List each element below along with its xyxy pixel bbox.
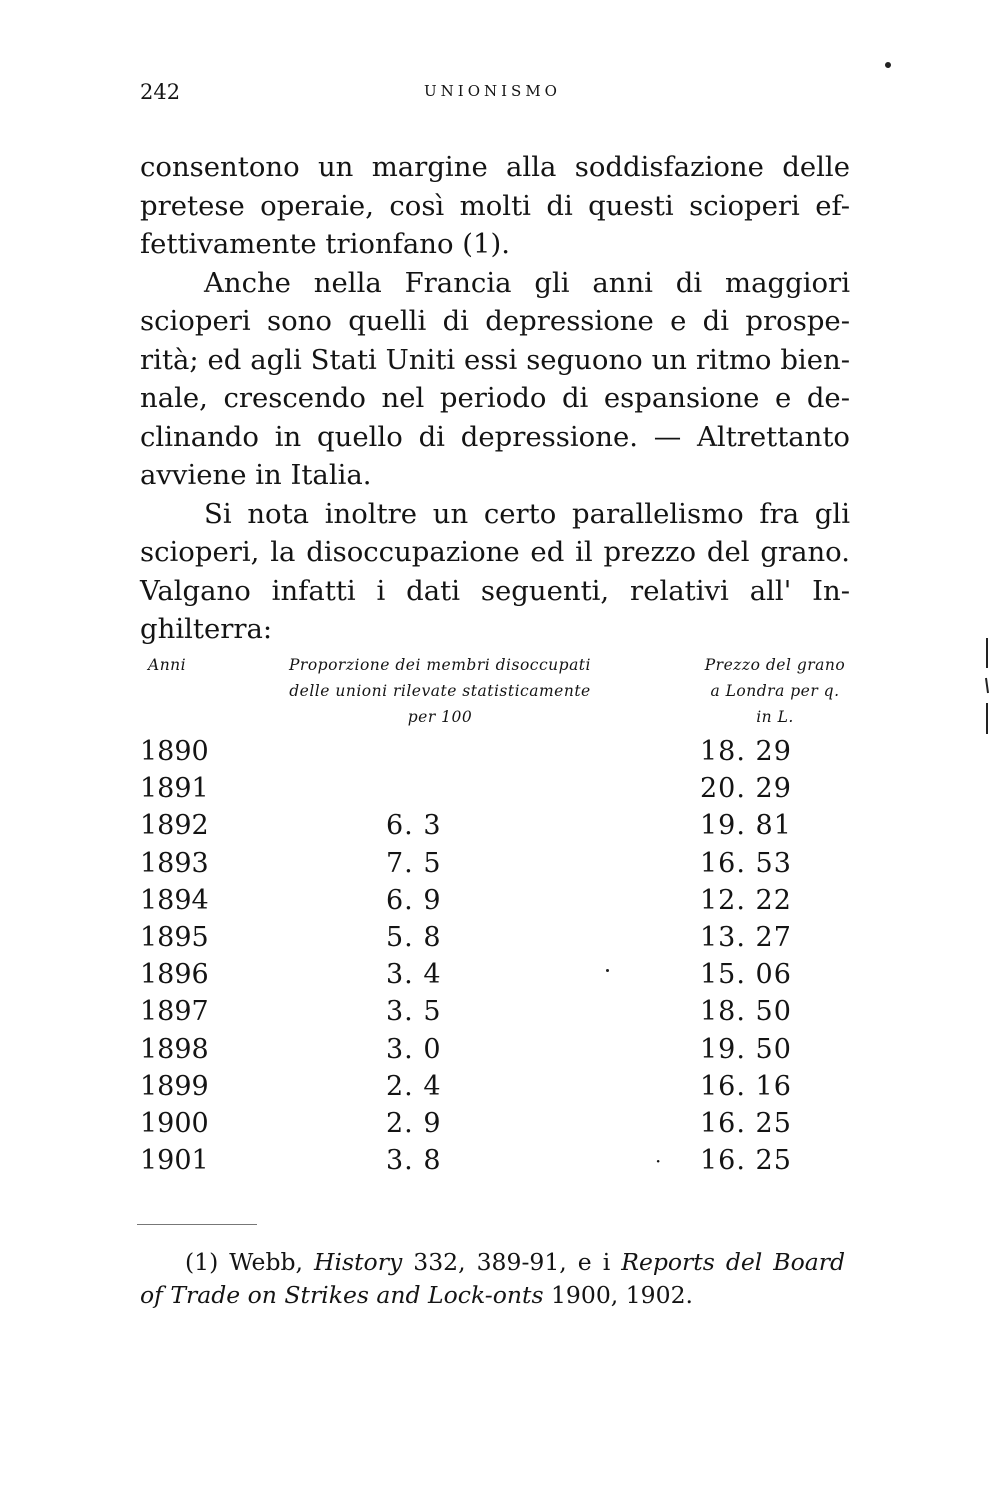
price-cell: 20. 29 <box>700 773 792 805</box>
column-header-prezzo <box>680 652 870 730</box>
text-line: scioperi sono quelli di depressione e di prospe- <box>140 305 850 337</box>
text-line: clinando in quello di depressione. — Altrettanto <box>140 420 850 453</box>
table-row <box>0 770 1000 807</box>
price-cell: 19. 50 <box>700 1033 792 1065</box>
proportion-cell: 6. 9 <box>386 884 442 916</box>
footnote-years: 1900, 1902. <box>543 1281 694 1309</box>
header-line: per 100 <box>407 708 473 726</box>
year-cell: 1891 <box>140 773 209 805</box>
table-row <box>0 733 1000 770</box>
text-line: avviene in Italia. <box>140 459 372 491</box>
table-row <box>0 882 1000 919</box>
price-cell: 16. 25 <box>700 1107 792 1139</box>
table-row <box>0 919 1000 956</box>
proportion-cell: 3. 0 <box>386 1033 442 1065</box>
year-cell: 1896 <box>140 959 209 991</box>
table-row <box>0 845 1000 882</box>
footnote-reports: Reports del Board <box>621 1248 846 1276</box>
text-line: Valgano infatti i dati seguenti, relativi all' In- <box>140 574 850 607</box>
page-number: 242 <box>140 80 181 104</box>
proportion-cell: 7. 5 <box>386 847 442 879</box>
price-cell: 19. 81 <box>700 810 792 842</box>
text-line: Anche nella Francia gli anni di maggiori <box>204 266 850 299</box>
body-text <box>140 148 850 649</box>
binding-mark <box>985 638 989 734</box>
ink-speck <box>606 969 609 972</box>
footnote-marker: (1) Webb, <box>185 1248 315 1276</box>
year-cell: 1895 <box>140 921 209 953</box>
year-cell: 1900 <box>140 1107 209 1139</box>
footnote-rule <box>137 1224 257 1225</box>
footnote-reports-cont: of Trade on Strikes and Lock-onts <box>140 1281 544 1309</box>
year-cell: 1892 <box>140 810 209 842</box>
proportion-cell: 3. 4 <box>386 959 442 991</box>
ink-dot: · <box>655 1149 662 1173</box>
text-line: ghilterra: <box>140 613 273 645</box>
column-header-anni: Anni <box>148 656 187 674</box>
header-line: a Londra per q. <box>710 682 840 700</box>
footnote-title: History <box>314 1248 403 1276</box>
header-line: Proporzione dei membri disoccupati <box>289 656 591 674</box>
proportion-cell: 6. 3 <box>386 810 442 842</box>
price-cell: 18. 50 <box>700 996 792 1028</box>
year-cell: 1893 <box>140 847 209 879</box>
table-row <box>0 807 1000 844</box>
text-line: Si nota inoltre un certo parallelismo fra gli <box>204 497 850 530</box>
table-row <box>0 1031 1000 1068</box>
year-cell: 1894 <box>140 884 209 916</box>
paragraph-3 <box>140 495 850 649</box>
footnote <box>140 1246 845 1312</box>
table-row <box>0 956 1000 993</box>
table-row <box>0 1105 1000 1142</box>
price-cell: 16. 53 <box>700 847 792 879</box>
header-line: Prezzo del grano <box>704 656 846 674</box>
data-table <box>0 733 1000 1179</box>
price-cell: 16. 25 <box>700 1145 792 1177</box>
table-row <box>0 1068 1000 1105</box>
running-head: UNIONISMO <box>424 82 561 100</box>
paragraph-1 <box>140 148 850 264</box>
column-header-proporzione <box>212 652 668 730</box>
footnote-line <box>140 1246 845 1279</box>
footnote-pages: 332, 389-91, e i <box>402 1248 622 1276</box>
year-cell: 1898 <box>140 1033 209 1065</box>
proportion-cell: 3. 5 <box>386 996 442 1028</box>
year-cell: 1890 <box>140 736 209 767</box>
text-line: pretese operaie, così molti di questi scioperi ef- <box>140 189 850 222</box>
header-line: in L. <box>756 708 794 726</box>
text-line: nale, crescendo nel periodo di espansione e de- <box>140 382 850 414</box>
price-cell: 13. 27 <box>700 921 792 953</box>
footnote-line <box>140 1279 845 1312</box>
proportion-cell: 3. 8 <box>386 1145 442 1177</box>
text-line: rità; ed agli Stati Uniti essi seguono un ritmo bien- <box>140 343 850 376</box>
ink-speck <box>885 62 891 68</box>
paragraph-2 <box>140 264 850 495</box>
text-line: fettivamente trionfano (1). <box>140 228 510 260</box>
table-row <box>0 1142 1000 1179</box>
table-row <box>0 993 1000 1030</box>
year-cell: 1899 <box>140 1070 209 1102</box>
year-cell: 1897 <box>140 996 209 1028</box>
page-header <box>140 80 845 110</box>
year-cell: 1901 <box>140 1145 209 1177</box>
proportion-cell: 2. 4 <box>386 1070 442 1102</box>
price-cell: 16. 16 <box>700 1070 792 1102</box>
proportion-cell: 2. 9 <box>386 1107 442 1139</box>
text-line: consentono un margine alla soddisfazione delle <box>140 151 850 183</box>
price-cell: 18. 29 <box>700 736 792 767</box>
price-cell: 12. 22 <box>700 884 792 916</box>
proportion-cell: 5. 8 <box>386 921 442 953</box>
price-cell: 15. 06 <box>700 959 792 991</box>
header-line: delle unioni rilevate statisticamente <box>289 682 591 700</box>
text-line: scioperi, la disoccupazione ed il prezzo del grano. <box>140 536 850 568</box>
